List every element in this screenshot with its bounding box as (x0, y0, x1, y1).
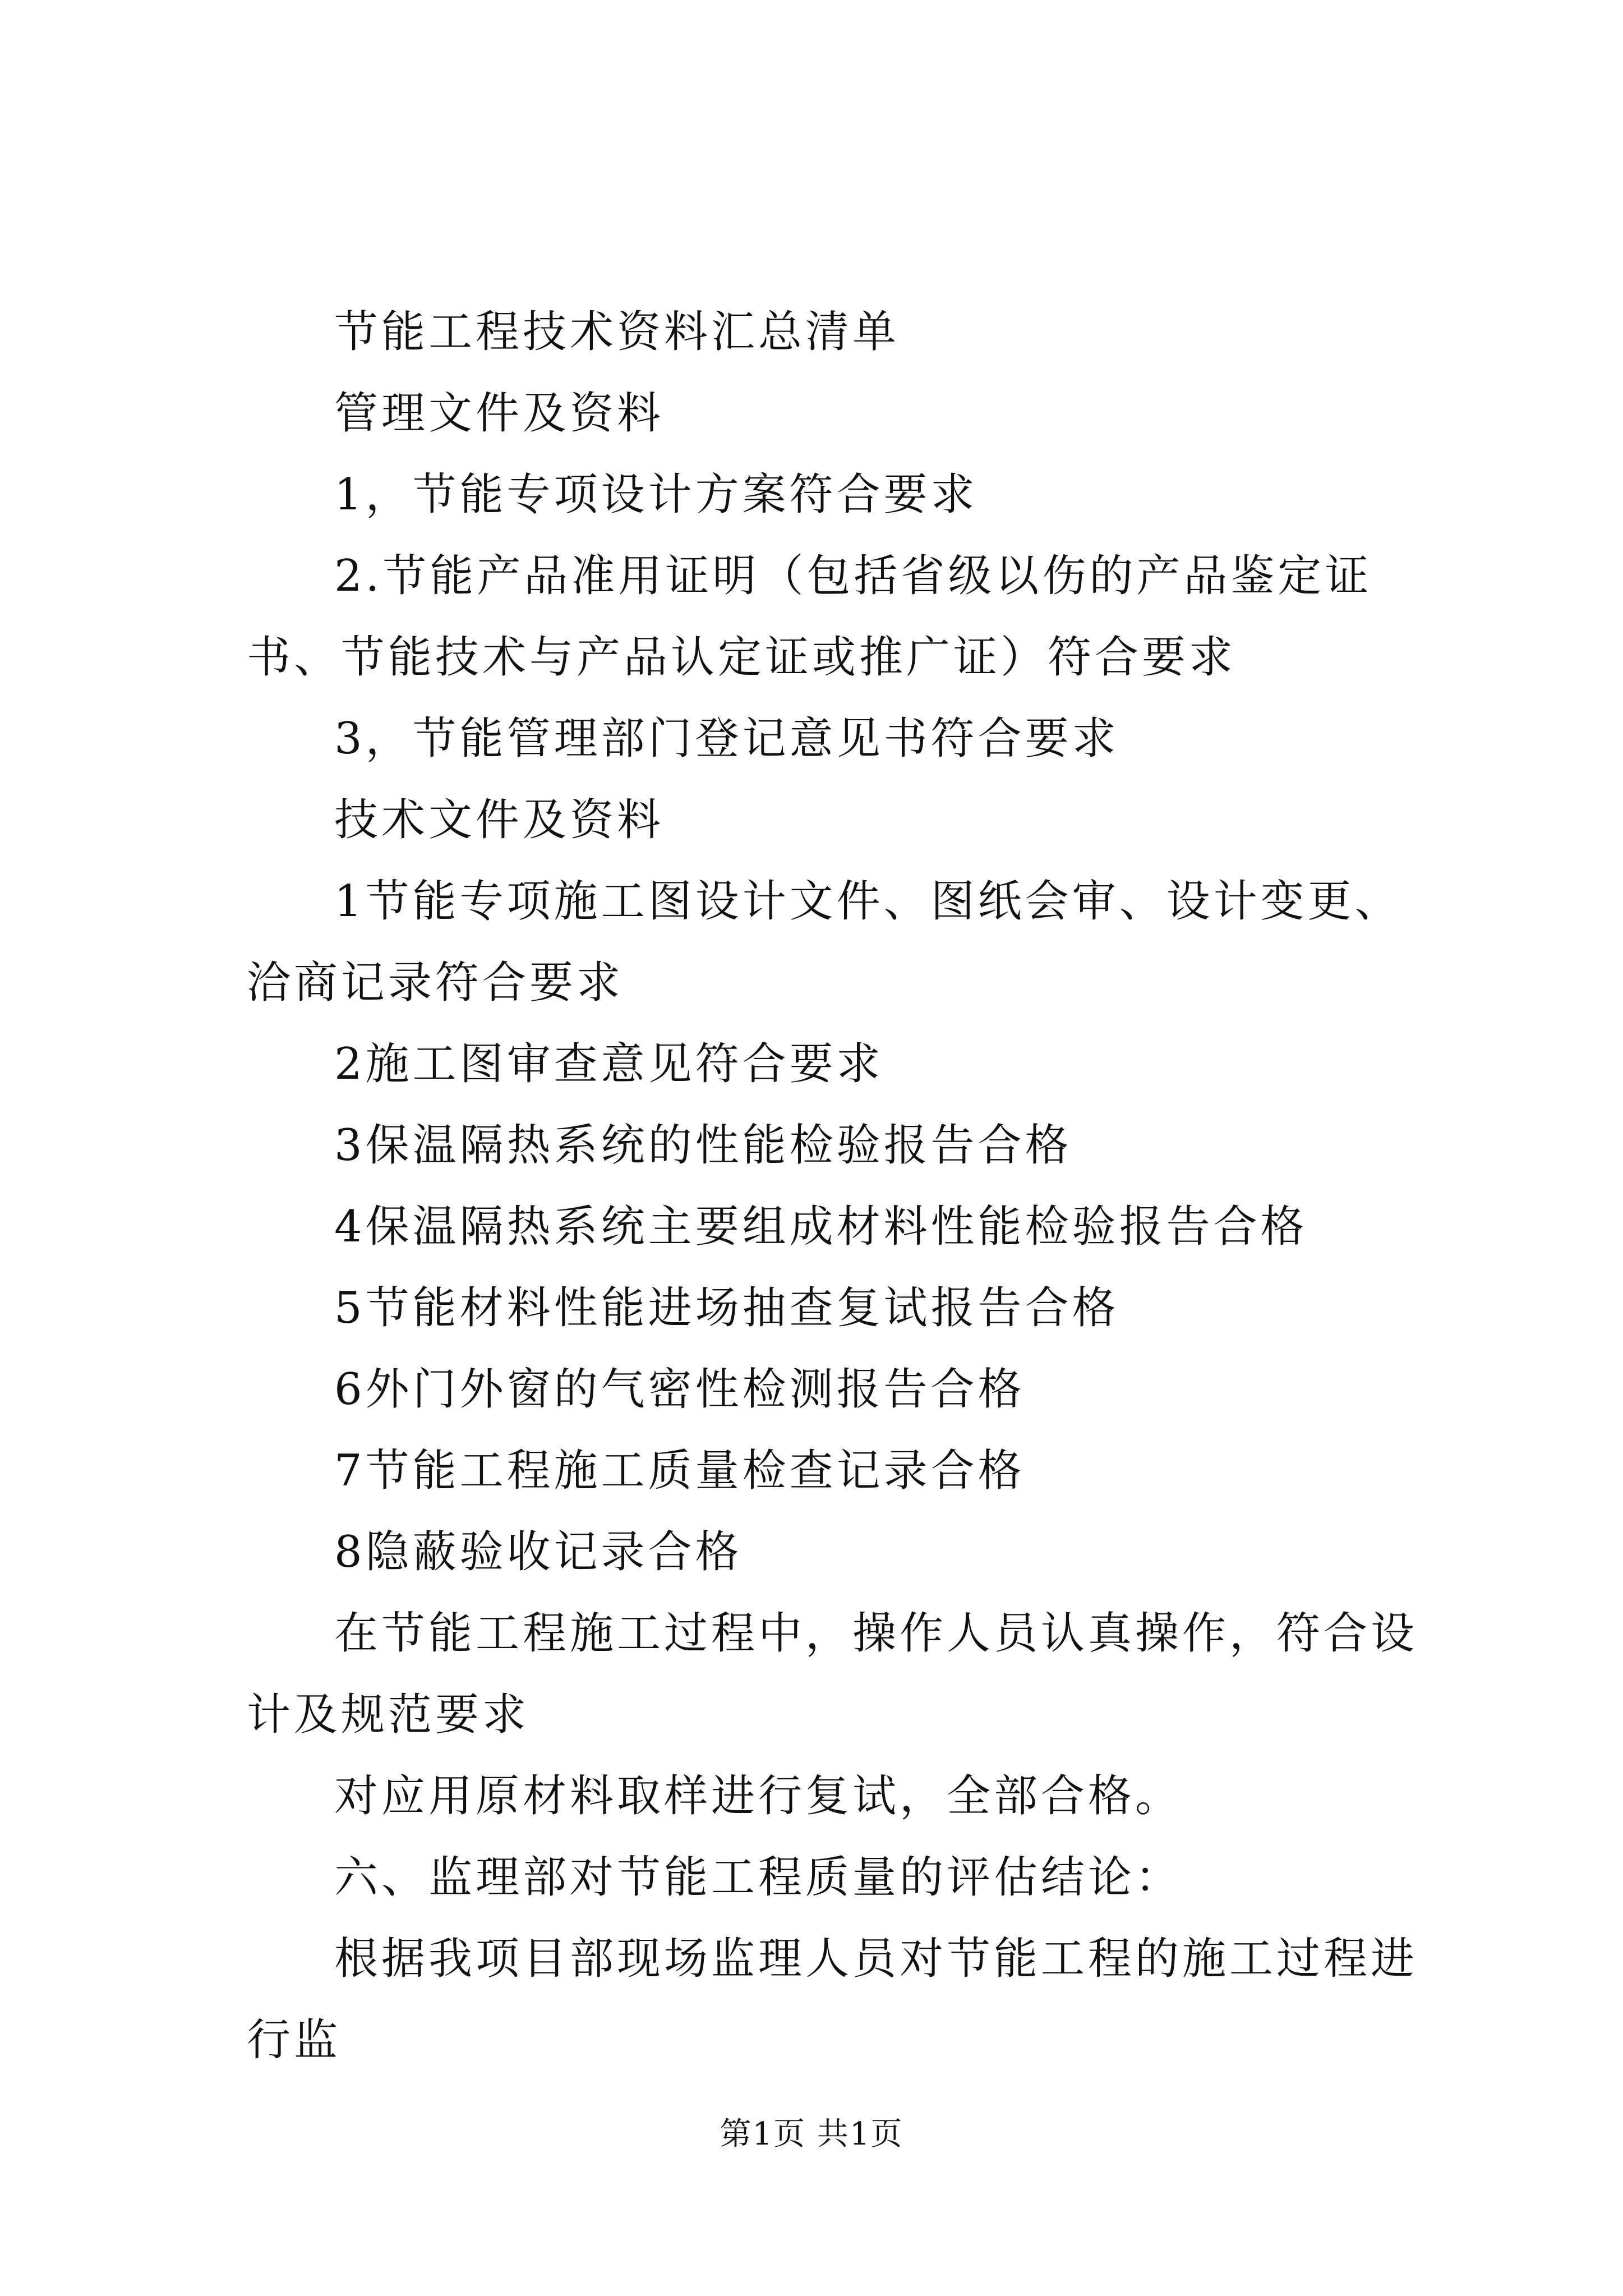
paragraph: 1节能专项施工图设计文件、图纸会审、设计变更、洽商记录符合要求 (247, 876, 1402, 1008)
paragraph: 3保温隔热系统的性能检验报告合格 (334, 1120, 1072, 1171)
paragraph: 2.节能产品准用证明（包括省级以伤的产品鉴定证书、节能技术与产品认定证或推广证）符合要求 (247, 551, 1372, 683)
paragraph: 6外门外窗的气密性检测报告合格 (334, 1364, 1025, 1415)
paragraph: 4保温隔热系统主要组成材料性能检验报告合格 (334, 1202, 1308, 1252)
paragraph: 2施工图审查意见符合要求 (334, 1039, 884, 1089)
section-heading-management: 管理文件及资料 (334, 388, 665, 439)
page-number-label: 第1页 共1页 (720, 2116, 903, 2152)
paragraph: 8隐蔽验收记录合格 (334, 1527, 743, 1577)
paragraph: 对应用原材料取样进行复试，全部合格。 (334, 1771, 1183, 1821)
section-heading-technical: 技术文件及资料 (334, 795, 665, 845)
paragraph: 3，节能管理部门登记意见书符合要求 (334, 714, 1119, 764)
section-heading-evaluation: 六、监理部对节能工程质量的评估结论： (334, 1852, 1183, 1903)
paragraph: 1，节能专项设计方案符合要求 (334, 470, 978, 520)
paragraph: 5节能材料性能进场抽查复试报告合格 (334, 1283, 1119, 1333)
paragraph: 7节能工程施工质量检查记录合格 (334, 1446, 1025, 1496)
page-footer (0, 2109, 1623, 2154)
document-body (247, 292, 1424, 2081)
paragraph: 根据我项目部现场监理人员对节能工程的施工过程进行监 (247, 1934, 1418, 2065)
document-title: 节能工程技术资料汇总清单 (334, 307, 900, 357)
paragraph: 在节能工程施工过程中，操作人员认真操作，符合设计及规范要求 (247, 1608, 1418, 1740)
